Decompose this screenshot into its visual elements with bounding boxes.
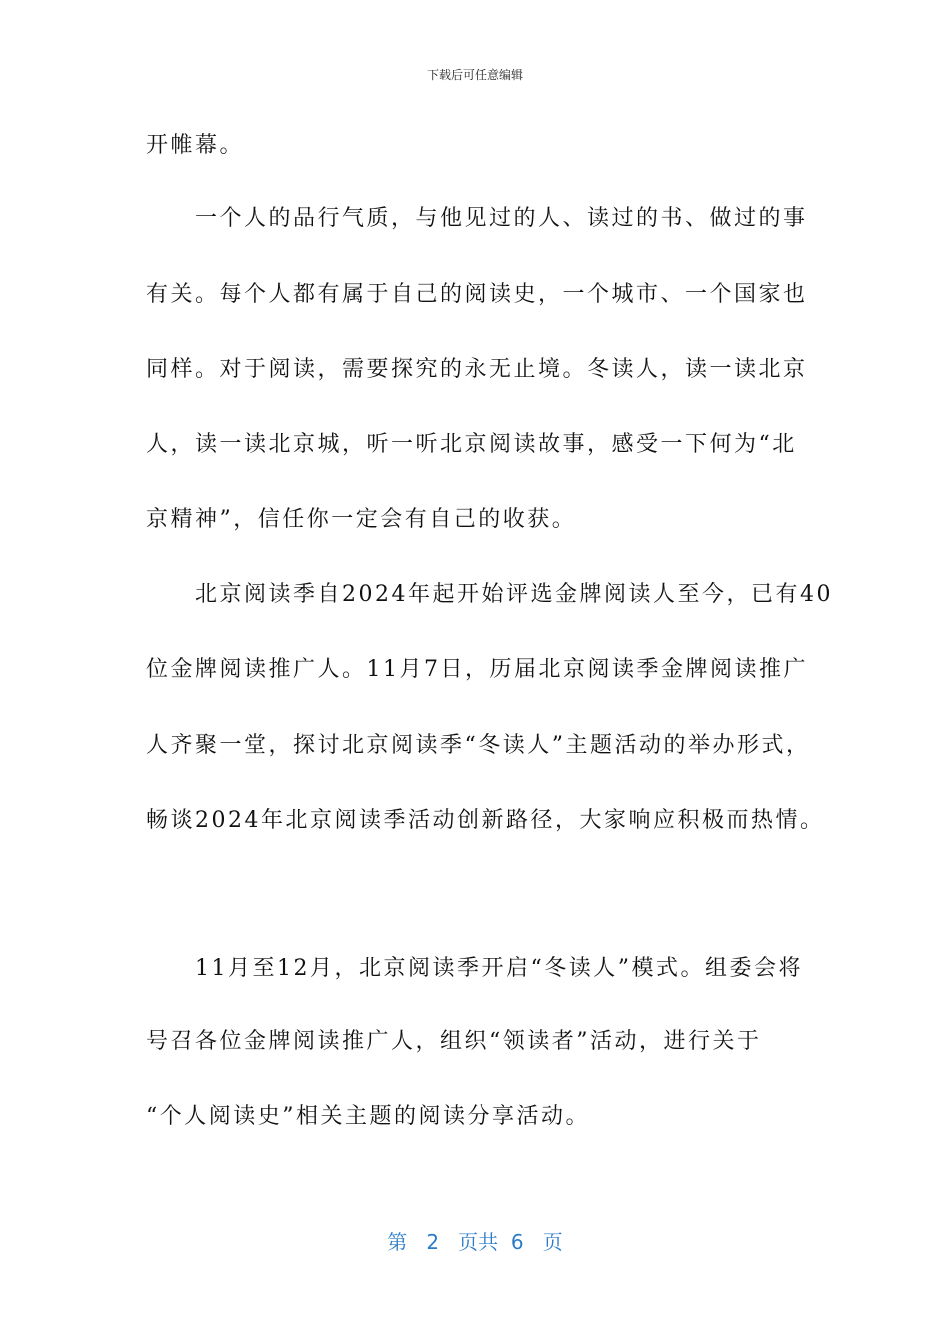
text-line: 位金牌阅读推广人。11月7日，历届北京阅读季金牌阅读推广 bbox=[146, 657, 808, 682]
text-line: 京精神”，信任你一定会有自己的收获。 bbox=[146, 507, 577, 532]
total-pages-number: 6 bbox=[510, 1230, 524, 1254]
text-line: 开帷幕。 bbox=[146, 133, 245, 158]
text-line: 号召各位金牌阅读推广人，组织“领读者”活动，进行关于 bbox=[146, 1029, 762, 1054]
text-line: 畅谈2024年北京阅读季活动创新路径，大家响应积极而热情。 bbox=[146, 808, 825, 833]
page-label-suffix: 页 bbox=[542, 1230, 563, 1254]
text-line: 11月至12月，北京阅读季开启“冬读人”模式。组委会将 bbox=[146, 956, 803, 981]
text-line: 同样。对于阅读，需要探究的永无止境。冬读人，读一读北京 bbox=[146, 357, 808, 382]
page-label-mid: 页共 bbox=[458, 1230, 499, 1254]
text-line: 人齐聚一堂，探讨北京阅读季“冬读人”主题活动的举办形式， bbox=[146, 733, 811, 758]
page-footer bbox=[0, 1226, 950, 1255]
text-line: “个人阅读史”相关主题的阅读分享活动。 bbox=[146, 1104, 590, 1129]
text-line: 人，读一读北京城，听一听北京阅读故事，感受一下何为“北 bbox=[146, 432, 797, 457]
text-line: 有关。每个人都有属于自己的阅读史，一个城市、一个国家也 bbox=[146, 282, 808, 307]
page-label-prefix: 第 bbox=[387, 1230, 408, 1254]
header-note: 下载后可任意编辑 bbox=[426, 68, 523, 82]
current-page-number: 2 bbox=[426, 1230, 440, 1254]
text-line: 北京阅读季自2024年起开始评选金牌阅读人至今，已有40 bbox=[146, 582, 833, 607]
text-line: 一个人的品行气质，与他见过的人、读过的书、做过的事 bbox=[146, 206, 808, 231]
